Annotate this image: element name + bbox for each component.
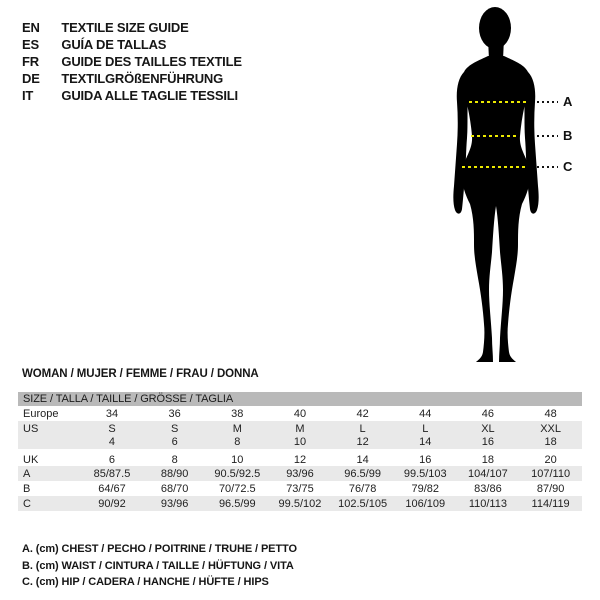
title-line-es [22,36,242,53]
lang-code: ES [22,37,39,52]
size-cell: 8 [234,436,241,449]
table-row [18,406,582,421]
lang-code: FR [22,54,39,69]
size-cell: 14 [356,453,369,466]
row-label [18,436,81,451]
size-cell: 16 [419,453,432,466]
row-label: UK [23,453,39,466]
legend-line-hip: C. (cm) HIP / CADERA / HANCHE / HÜFTE / HIPS [22,576,269,588]
title-text: GUÍA DE TALLAS [61,37,167,52]
size-table-header: SIZE / TALLA / TAILLE / GRÖSSE / TAGLIA [18,392,582,406]
size-cell: 8 [171,453,178,466]
size-cell: 79/82 [411,482,440,495]
size-cell: 93/96 [286,467,314,480]
title-text: GUIDE DES TAILLES TEXTILE [61,54,242,69]
table-row [18,421,582,436]
size-cell: 12 [293,453,307,466]
size-cell: 18 [544,436,557,449]
size-cell: 99.5/103 [403,467,447,480]
row-label: B [23,482,31,495]
size-cell: 16 [481,436,495,449]
title-line-fr [22,53,242,70]
title-text: TEXTILE SIZE GUIDE [61,20,189,35]
marker-label-c: C [563,159,573,174]
size-cell: M [232,422,242,435]
size-cell: 104/107 [468,467,508,480]
woman-silhouette-figure [436,4,556,365]
size-table-header-row [18,392,582,406]
size-cell: 10 [293,436,307,449]
size-cell: 44 [419,407,432,420]
size-cell: 96.5/99 [344,467,381,480]
title-line-it [22,87,242,104]
size-cell: 42 [356,407,369,420]
row-label: A [23,467,31,480]
size-cell: 48 [544,407,557,420]
size-cell: 88/90 [160,467,189,480]
size-cell: XL [481,422,495,435]
row-label: US [23,422,39,435]
size-cell: 6 [171,436,178,449]
size-cell: 93/96 [160,497,189,510]
lang-code: DE [22,71,40,86]
table-row [18,451,582,466]
waist-leader-dots [537,135,558,137]
size-table [18,392,582,511]
size-cell: 73/75 [286,482,314,495]
size-cell: S [170,422,179,435]
size-cell: 46 [481,407,495,420]
size-cell: 102.5/105 [338,497,388,510]
size-cell: 38 [231,407,244,420]
size-cell: 96.5/99 [218,497,256,510]
size-cell: 114/119 [531,497,570,510]
size-cell: 34 [105,407,119,420]
size-cell: 99.5/102 [278,497,322,510]
size-cell: 14 [419,436,432,449]
size-cell: M [295,422,305,435]
size-cell: 90.5/92.5 [214,467,261,480]
size-cell: 70/72.5 [218,482,256,495]
size-cell: 83/86 [474,482,502,495]
section-title-woman: WOMAN / MUJER / FEMME / FRAU / DONNA [22,368,259,380]
measurement-legend [22,541,297,591]
size-cell: L [359,422,366,435]
title-line-en [22,19,242,36]
size-cell: 20 [544,453,557,466]
size-cell: 36 [168,407,181,420]
legend-line-chest: A. (cm) CHEST / PECHO / POITRINE / TRUHE / PETTO [22,543,297,555]
size-cell: 6 [108,453,116,466]
size-cell: L [422,422,429,435]
size-cell: 110/113 [468,497,507,510]
size-cell: XXL [540,422,562,435]
size-cell: 10 [231,453,244,466]
size-cell: 76/78 [348,482,377,495]
waist-measure-dots [471,135,518,137]
table-row [18,436,582,451]
size-cell: 87/90 [536,482,565,495]
size-cell: 18 [481,453,495,466]
size-cell: 68/70 [160,482,189,495]
size-cell: 85/87.5 [93,467,131,480]
title-text: GUIDA ALLE TAGLIE TESSILI [61,88,238,103]
size-cell: 4 [108,436,116,449]
size-cell: 40 [293,407,307,420]
size-cell: 90/92 [98,497,126,510]
row-label: Europe [23,407,59,420]
size-cell: 12 [356,436,369,449]
size-table-body [18,392,582,511]
legend-line-waist: B. (cm) WAIST / CINTURA / TAILLE / HÜFTUNG / VITA [22,559,294,572]
chest-measure-dots [469,101,526,103]
title-text: TEXTILGRÖßENFÜHRUNG [61,71,224,86]
row-label: C [23,497,31,510]
size-cell: S [108,422,116,435]
hip-measure-dots [462,166,528,168]
lang-code: IT [22,88,34,103]
size-cell: 107/110 [531,467,571,480]
chest-leader-dots [537,101,558,103]
title-line-de [22,70,242,87]
hip-leader-dots [537,166,558,168]
marker-label-b: B [563,128,573,143]
size-cell: 64/67 [98,482,126,495]
table-row [18,481,582,496]
lang-code: EN [22,20,40,35]
table-row [18,496,582,511]
language-title-list [22,19,242,104]
size-cell: 106/109 [405,497,446,510]
table-row [18,466,582,481]
marker-label-a: A [563,94,573,109]
